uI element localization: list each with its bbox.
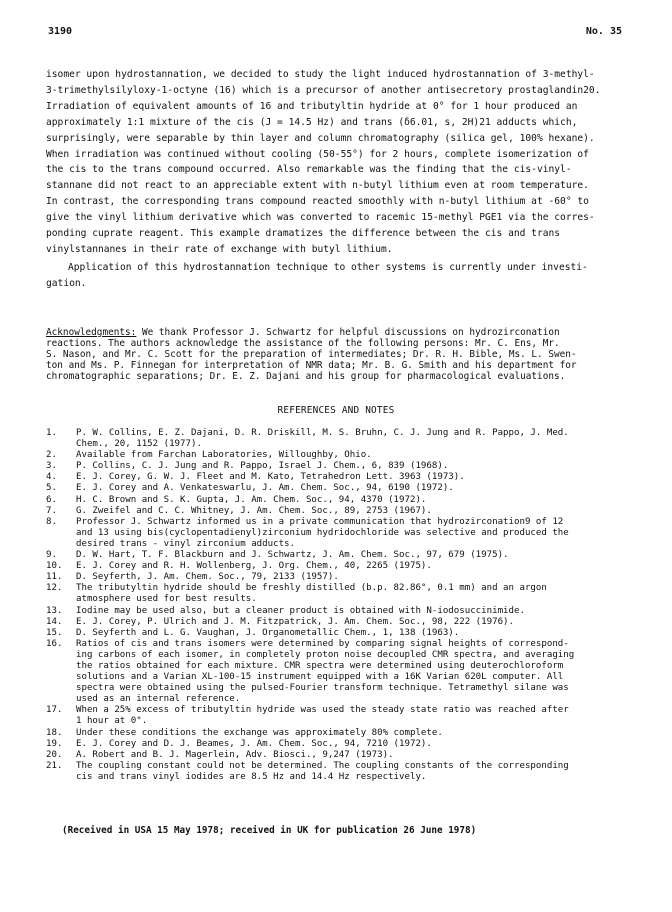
- reference-text-line: A. Robert and B. J. Magerlein, Adv. Biosci., 9,247 (1973).: [76, 749, 394, 760]
- reference-text-line: Iodine may be used also, but a cleaner product is obtained with N-iodosuccinimide.: [76, 605, 525, 616]
- text-line: approximately 1:1 mixture of the cis (J = 14.5 Hz) and trans (δ6.01, s, 2H)21 adducts which,: [46, 116, 578, 128]
- body-paragraph-1: [46, 67, 634, 258]
- acknowledgments-line: chromatographic separations; Dr. E. Z. Dajani and his group for pharmacological evaluations.: [46, 371, 566, 382]
- reference-text-line: The coupling constant could not be determined. The coupling constants of the corresponding: [76, 760, 569, 771]
- references-list: [46, 428, 646, 783]
- reference-number: 6.: [46, 494, 57, 505]
- reference-item: [46, 472, 646, 483]
- reference-text-line: Chem., 20, 1152 (1977).: [76, 439, 202, 450]
- acknowledgments-line: We thank Professor J. Schwartz for helpful discussions on hydrozirconation: [136, 327, 560, 338]
- reference-number: 21.: [46, 760, 63, 771]
- reference-item: [46, 583, 646, 605]
- reference-number: 10.: [46, 561, 63, 572]
- text-line: stannane did not react to an appreciable extent with n-butyl lithium even at room temperature.: [46, 180, 589, 192]
- reference-text-line: Ratios of cis and trans isomers were determined by comparing signal heights of correspond-: [76, 638, 569, 649]
- reference-number: 8.: [46, 516, 57, 527]
- reference-text-line: E. J. Corey and D. J. Beames, J. Am. Chem. Soc., 94, 7210 (1972).: [76, 738, 432, 749]
- issue-number: No. 35: [585, 26, 622, 37]
- reference-text-line: P. W. Collins, E. Z. Dajani, D. R. Driskill, M. S. Bruhn, C. J. Jung and R. Pappo, J. Med.: [76, 428, 569, 438]
- reference-item: [46, 461, 646, 472]
- reference-number: 18.: [46, 727, 63, 738]
- text-line: vinylstannanes in their rate of exchange with butyl lithium.: [46, 243, 393, 255]
- reference-item: [46, 606, 646, 617]
- reference-item: [46, 617, 646, 628]
- reference-text-line: spectra were obtained using the pulsed-Fourier transform technique. Tetramethyl silane was: [76, 683, 569, 694]
- reference-text-line: E. J. Corey and A. Venkateswarlu, J. Am. Chem. Soc., 94, 6190 (1972).: [76, 483, 454, 494]
- reference-text-line: E. J. Corey, G. W. J. Fleet and M. Kato, Tetrahedron Lett. 3963 (1973).: [76, 472, 465, 483]
- reference-text-line: Professor J. Schwartz informed us in a private communication that hydrozirconation9 of 12: [76, 516, 564, 527]
- reference-number: 5.: [46, 483, 57, 494]
- reference-number: 20.: [46, 749, 63, 760]
- reference-item: [46, 495, 646, 506]
- reference-text-line: atmosphere used for best results.: [76, 594, 257, 605]
- text-line: the cis to the trans compound occurred. Also remarkable was the finding that the cis-vinyl-: [46, 164, 572, 176]
- reference-text-line: The tributyltin hydride should be freshly distilled (b.p. 82.86°, 0.1 mm) and an argon: [76, 583, 547, 594]
- reference-text-line: D. W. Hart, T. F. Blackburn and J. Schwartz, J. Am. Chem. Soc., 97, 679 (1975).: [76, 550, 509, 561]
- page-number: 3190: [48, 26, 73, 37]
- reference-number: 12.: [46, 583, 63, 594]
- reference-text-line: P. Collins, C. J. Jung and R. Pappo, Israel J. Chem., 6, 839 (1968).: [76, 461, 449, 472]
- reference-number: 19.: [46, 738, 63, 749]
- reference-item: [46, 450, 646, 461]
- reference-text-line: D. Seyferth and L. G. Vaughan, J. Organometallic Chem., 1, 138 (1963).: [76, 627, 460, 638]
- reference-item: [46, 761, 646, 783]
- reference-number: 2.: [46, 450, 57, 461]
- reference-number: 16.: [46, 638, 63, 649]
- reference-text-line: H. C. Brown and S. K. Gupta, J. Am. Chem. Soc., 94, 4370 (1972).: [76, 494, 427, 505]
- reference-item: [46, 483, 646, 494]
- reference-item: [46, 561, 646, 572]
- text-line: ponding cuprate reagent. This example dramatizes the difference between the cis and trans: [46, 228, 561, 240]
- acknowledgments-heading: Acknowledgments:: [46, 327, 137, 338]
- reference-item: [46, 705, 646, 727]
- reference-item: [46, 517, 646, 550]
- text-line: When irradiation was continued without cooling (50-55°) for 2 hours, complete isomerization of: [46, 148, 589, 160]
- reference-text-line: and 13 using bis(cyclopentadienyl)zirconium hydridochloride was selective and produced the: [76, 527, 569, 538]
- text-line: give the vinyl lithium derivative which was converted to racemic 15-methyl PGE1 via the corres-: [46, 212, 595, 224]
- body-paragraph-2: [46, 260, 634, 292]
- text-line: 3-trimethylsilyloxy-1-octyne (16) which is a precursor of another antisecretory prostaglandin20.: [46, 84, 601, 96]
- references-title: REFERENCES AND NOTES: [277, 405, 395, 416]
- received-note: (Received in USA 15 May 1978; received in UK for publication 26 June 1978): [62, 825, 477, 836]
- text-line: Irradiation of equivalent amounts of 16 and tributyltin hydride at 0° for 1 hour produced an: [46, 100, 578, 112]
- reference-item: [46, 428, 646, 450]
- text-line: gation.: [46, 277, 87, 289]
- reference-number: 11.: [46, 572, 63, 583]
- reference-text-line: G. Zweifel and C. C. Whitney, J. Am. Chem. Soc., 89, 2753 (1967).: [76, 505, 432, 516]
- reference-item: [46, 739, 646, 750]
- reference-text-line: 1 hour at 0°.: [76, 716, 148, 727]
- acknowledgments-line: S. Nason, and Mr. C. Scott for the preparation of intermediates; Dr. R. H. Bible, Ms. L. Swen-: [46, 349, 577, 360]
- reference-text-line: solutions and a Varian XL-100-15 instrument equipped with a 16K Varian 620L computer. All: [76, 672, 564, 683]
- reference-number: 9.: [46, 550, 57, 561]
- reference-text-line: used as an internal reference.: [76, 694, 241, 705]
- reference-number: 14.: [46, 616, 63, 627]
- reference-item: [46, 628, 646, 639]
- acknowledgments-line: reactions. The authors acknowledge the assistance of the following persons: Mr. C. Ens, Mr.: [46, 338, 560, 349]
- reference-text-line: E. J. Corey and R. H. Wollenberg, J. Org. Chem., 40, 2265 (1975).: [76, 561, 432, 572]
- reference-number: 3.: [46, 461, 57, 472]
- reference-text-line: E. J. Corey, P. Ulrich and J. M. Fitzpatrick, J. Am. Chem. Soc., 98, 222 (1976).: [76, 616, 514, 627]
- text-line: surprisingly, were separable by thin layer and column chromatography (silica gel, 100% hexane).: [46, 132, 595, 144]
- acknowledgments: [46, 327, 636, 382]
- text-line: Application of this hydrostannation technique to other systems is currently under investi-: [68, 262, 588, 273]
- reference-number: 17.: [46, 705, 63, 716]
- reference-number: 1.: [46, 428, 57, 438]
- reference-number: 13.: [46, 605, 63, 616]
- reference-text-line: cis and trans vinyl iodides are 8.5 Hz and 14.4 Hz respectively.: [76, 771, 427, 782]
- reference-text-line: ing carbons of each isomer, in completely proton noise decoupled CMR spectra, and averaging: [76, 649, 575, 660]
- reference-text-line: the ratios obtained for each mixture. CMR spectra were determined using deuterochloroform: [76, 660, 564, 671]
- reference-number: 15.: [46, 627, 63, 638]
- reference-number: 4.: [46, 472, 57, 483]
- reference-item: [46, 550, 646, 561]
- reference-text-line: Under these conditions the exchange was approximately 80% complete.: [76, 727, 443, 738]
- reference-number: 7.: [46, 505, 57, 516]
- reference-item: [46, 572, 646, 583]
- reference-item: [46, 506, 646, 517]
- reference-item: [46, 728, 646, 739]
- reference-text-line: D. Seyferth, J. Am. Chem. Soc., 79, 2133 (1957).: [76, 572, 339, 583]
- reference-text-line: When a 25% excess of tributyltin hydride was used the steady state ratio was reached after: [76, 705, 569, 716]
- reference-text-line: desired trans - vinyl zirconium adducts.: [76, 538, 295, 549]
- text-line: In contrast, the corresponding trans compound reacted smoothly with n-butyl lithium at -60° to: [46, 196, 589, 208]
- text-line: isomer upon hydrostannation, we decided to study the light induced hydrostannation of 3-methyl-: [46, 69, 595, 80]
- reference-item: [46, 750, 646, 761]
- reference-item: [46, 639, 646, 706]
- acknowledgments-line: ton and Ms. P. Finnegan for interpretation of NMR data; Mr. B. G. Smith and his department for: [46, 360, 577, 371]
- reference-text-line: Available from Farchan Laboratories, Willoughby, Ohio.: [76, 450, 372, 461]
